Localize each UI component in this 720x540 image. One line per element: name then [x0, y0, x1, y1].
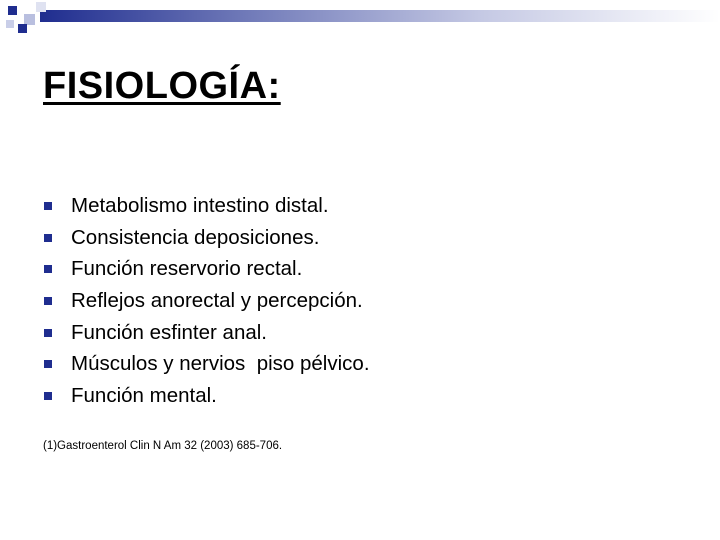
bullet-item: [44, 348, 370, 380]
slide-title: FISIOLOGÍA:: [43, 65, 281, 107]
square-bullet-icon: [44, 392, 52, 400]
bullet-item: [44, 285, 370, 317]
header-decoration: [0, 0, 720, 40]
reference-footnote: (1)Gastroenterol Clin N Am 32 (2003) 685-706.: [43, 440, 283, 452]
bullet-item: [44, 380, 370, 412]
bullet-text: Metabolismo intestino distal.: [71, 193, 329, 217]
square-bullet-icon: [44, 202, 52, 210]
bullet-item: [44, 253, 370, 285]
bullet-text: Función esfinter anal.: [71, 320, 268, 344]
bullet-text: Función mental.: [71, 383, 217, 407]
bullet-list: [44, 190, 370, 412]
bullet-item: [44, 222, 370, 254]
square-bullet-icon: [44, 360, 52, 368]
decorative-square: [18, 24, 27, 33]
decorative-square: [8, 6, 17, 15]
bullet-item: [44, 317, 370, 349]
bullet-text: Músculos y nervios piso pélvico.: [71, 352, 370, 376]
bullet-text: Consistencia deposiciones.: [71, 225, 320, 249]
square-bullet-icon: [44, 265, 52, 273]
header-gradient-band: [40, 10, 720, 22]
decorative-square: [36, 2, 46, 12]
bullet-text: Reflejos anorectal y percepción.: [71, 288, 363, 312]
square-bullet-icon: [44, 329, 52, 337]
square-bullet-icon: [44, 234, 52, 242]
bullet-text: Función reservorio rectal.: [71, 257, 303, 281]
decorative-square: [6, 20, 14, 28]
square-bullet-icon: [44, 297, 52, 305]
bullet-item: [44, 190, 370, 222]
